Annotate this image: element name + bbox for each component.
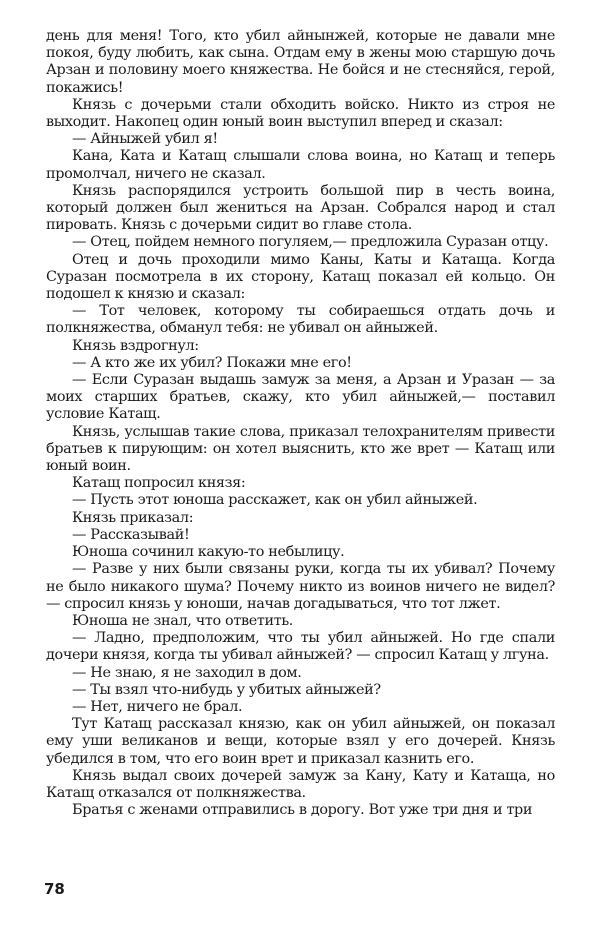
paragraph: — Отец, пойдем немного погуляем,— предложила Суразан отцу. <box>72 234 549 251</box>
paragraph: — Пусть этот юноша расскажет, как он убил айныжей. <box>72 492 478 509</box>
paragraph: Юноша не знал, что ответить. <box>72 612 294 629</box>
paragraph: — Нет, ничего не брал. <box>72 698 243 715</box>
paragraph: Князь вздрогнул: <box>72 337 199 354</box>
paragraph: — Ты взял что-нибудь у убитых айныжей? <box>72 681 381 698</box>
page-text <box>46 28 555 819</box>
paragraph: Князь выдал своих дочерей замуж за Кану, Кату и Катаща, но Катащ отказался от полкняжества. <box>46 767 555 801</box>
paragraph: Кана, Ката и Катащ слышали слова воина, но Катащ и теперь промолчал, ничего не сказал. <box>46 148 555 182</box>
paragraph: Отец и дочь проходили мимо Каны, Каты и Катаща. Когда Суразан посмотрела в их сторону, Катащ показал ей кольцо. Он подошел к князю и сказал: <box>46 251 555 303</box>
paragraph: Братья с женами отправились в дорогу. Вот уже три дня и три <box>72 802 533 819</box>
paragraph: Князь приказал: <box>72 509 194 526</box>
paragraph: день для меня! Того, кто убил айнынжей, которые не давали мне покоя, буду любить, как сына. Отдам ему в жены мою старшую дочь Арзан и половину моего княжества. Не бойся и не стесняйся, герой, покажись! <box>46 28 555 96</box>
page-number: 78 <box>44 880 65 898</box>
paragraph: — Не знаю, я не заходил в дом. <box>72 664 302 681</box>
paragraph: Князь с дочерьми стали обходить войско. Никто из строя не выходит. Накопец один юный воин выступил вперед и сказал: <box>46 96 555 131</box>
paragraph: — А кто же их убил? Покажи мне его! <box>72 354 352 371</box>
paragraph: Князь, услышав такие слова, приказал телохранителям привести братьев к пирующим: он хотел выяснить, кто же врет — Катащ или юный воин. <box>46 423 555 475</box>
paragraph: — Если Суразан выдашь замуж за меня, а Арзан и Уразан — за моих старших братьев, скажу, кто убил айныжей,— поставил условие Катащ. <box>46 372 555 423</box>
paragraph: Тут Катащ рассказал князю, как он убил айныжей, он показал ему уши великанов и вещи, которые взял у его дочерей. Князь убедился в том, что его воин врет и приказал казнить его. <box>46 716 555 767</box>
paragraph: Князь распорядился устроить большой пир в честь воина, который должен был жениться на Арзан. Собрался народ и стал пировать. Князь с дочерьми сидит во главе стола. <box>46 182 555 234</box>
paragraph: — Тот человек, которому ты собираешься отдать дочь и полкняжества, обманул тебя: не убивал он айныжей. <box>46 303 555 337</box>
paragraph: — Айныжей убил я! <box>72 131 218 148</box>
paragraph: — Разве у них были связаны руки, когда ты их убивал? Почему не было никакого шума? Почему никто из воинов ничего не видел? — спросил князь у юноши, начав догадываться, что тот лжет. <box>46 561 555 612</box>
paragraph: Юноша сочинил какую-то небылицу. <box>72 544 345 561</box>
paragraph: — Рассказывай! <box>72 526 190 543</box>
paragraph: Катащ попросил князя: <box>72 475 246 492</box>
paragraph: — Ладно, предположим, что ты убил айныжей. Но где спали дочери князя, когда ты убивал айныжей? — спросил Катащ у лгуна. <box>46 630 555 664</box>
